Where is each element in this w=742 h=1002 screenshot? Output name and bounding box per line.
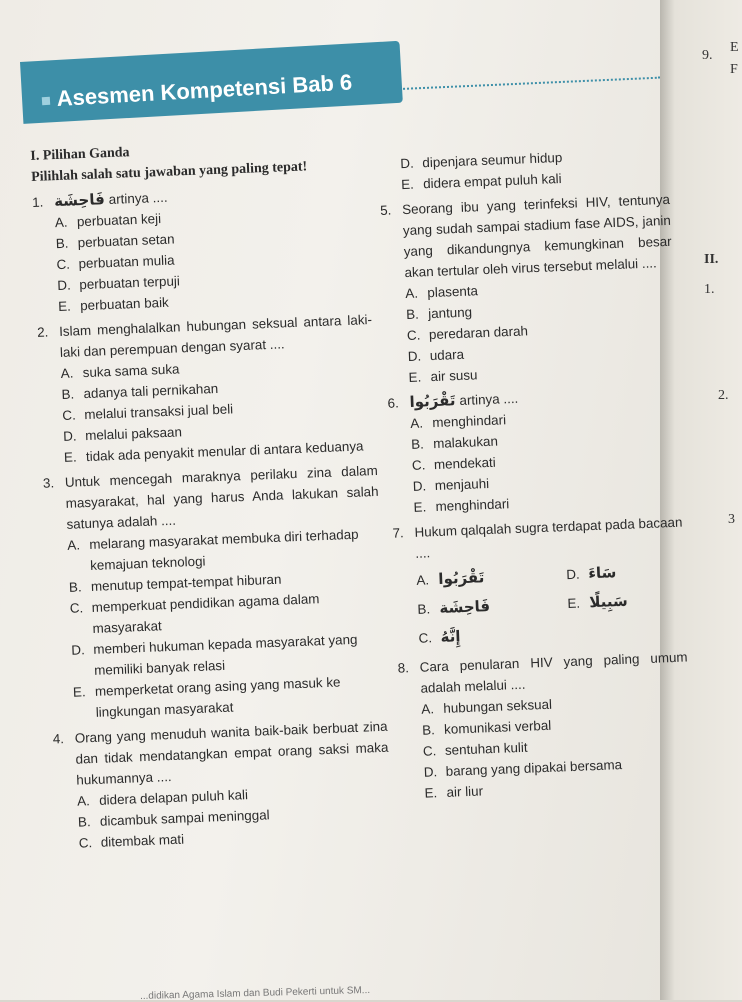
left-column	[30, 133, 392, 854]
option[interactable]: D. barang yang dipakai bersama	[423, 757, 623, 780]
question-text: artinya ....	[108, 189, 168, 208]
option[interactable]: D. melalui paksaan	[62, 424, 183, 444]
option[interactable]: A. suka sama suka	[60, 361, 180, 381]
option[interactable]: C. sentuhan kulit	[422, 739, 528, 759]
option[interactable]: A. plasenta	[405, 283, 479, 302]
option[interactable]: B. perbuatan setan	[55, 231, 175, 252]
question-text: Untuk mencegah maraknya perilaku zina dalam masyarakat, hal yang harus Anda lakukan salah satunya adalah ....	[64, 462, 379, 532]
edge-letter: F	[730, 62, 738, 77]
option[interactable]: C. mendekati	[411, 454, 497, 473]
instruction: Pilihlah salah satu jawaban yang paling tepat!	[30, 159, 308, 185]
option[interactable]: B. komunikasi verbal	[421, 717, 552, 738]
edge-section: II.	[704, 252, 719, 267]
option[interactable]: E. سَبِيلًا	[567, 591, 629, 612]
option[interactable]: B. jantung	[405, 304, 473, 323]
option[interactable]: C. peredaran darah	[406, 323, 529, 344]
question-1	[32, 179, 372, 318]
question-number: 6.	[387, 395, 400, 411]
question-number: 7.	[392, 525, 405, 541]
option[interactable]: E. memperketat orang asing yang masuk ke lingkungan masyarakat	[72, 674, 341, 720]
option[interactable]: D. سَاءَ	[565, 563, 617, 583]
arabic-term: فَاحِشَة	[53, 190, 106, 211]
question-3	[43, 460, 387, 725]
option[interactable]: C. إِنَّهُ	[418, 627, 461, 646]
option[interactable]: E. air liur	[424, 783, 484, 801]
edge-number: 3	[728, 512, 735, 527]
option[interactable]: D. menjauhi	[412, 475, 490, 494]
edge-number: 9.	[702, 48, 713, 63]
option[interactable]: A. didera delapan puluh kali	[76, 787, 249, 809]
question-2	[37, 309, 377, 469]
option[interactable]: C. memperkuat pendidikan agama dalam masyarakat	[69, 591, 320, 636]
question-text: artinya ....	[459, 390, 519, 409]
right-column	[378, 143, 693, 805]
option[interactable]: B. فَاحِشَة	[417, 597, 491, 617]
question-5	[380, 189, 677, 389]
question-number: 8.	[397, 660, 410, 676]
question-8	[397, 646, 692, 804]
bullet-icon	[42, 97, 50, 105]
question-number: 4.	[52, 731, 65, 747]
option[interactable]: B. dicambuk sampai meninggal	[77, 807, 270, 830]
question-text: Hukum qalqalah sugra terdapat pada bacaan ....	[414, 514, 683, 561]
question-7	[392, 512, 687, 650]
question-number: 3.	[42, 475, 55, 491]
option[interactable]: B. malakukan	[410, 433, 499, 452]
option[interactable]: D. dipenjara seumur hidup	[400, 149, 563, 172]
option[interactable]: A. menghindari	[410, 412, 507, 431]
question-6	[387, 382, 682, 519]
option[interactable]: E. air susu	[408, 367, 478, 385]
question-number: 5.	[379, 202, 392, 218]
question-text: Islam menghalalkan hubungan seksual antara laki-laki dan perempuan dengan syarat ....	[58, 312, 373, 360]
section-heading: I. Pilihan Ganda	[30, 145, 130, 164]
question-number: 2.	[36, 324, 49, 340]
option[interactable]: E. didera empat puluh kali	[400, 170, 562, 193]
edge-letter: E	[730, 40, 739, 55]
arabic-term: تَقْرَبُوا	[409, 391, 456, 411]
option[interactable]: A. melarang masyarakat membuka diri terhadap kemajuan teknologi	[67, 526, 359, 573]
option[interactable]: A. perbuatan keji	[54, 211, 162, 231]
question-number: 1.	[31, 194, 44, 210]
option[interactable]: A. تَقْرَبُوا	[416, 568, 485, 588]
option[interactable]: B. menutup tempat-tempat hiburan	[68, 571, 282, 595]
option[interactable]: D. perbuatan terpuji	[57, 273, 181, 294]
option[interactable]: C. melalui transaksi jual beli	[62, 401, 234, 423]
question-text: Orang yang menuduh wanita baik-baik berbuat zina dan tidak mendatangkan empat orang saksi maka hukumannya ....	[74, 718, 389, 788]
option[interactable]: E. menghindari	[413, 496, 510, 515]
question-text: Cara penularan HIV yang paling umum adalah melalui ....	[419, 649, 688, 696]
question-4	[52, 716, 392, 855]
option[interactable]: E. tidak ada penyakit menular di antara keduanya	[63, 438, 364, 465]
option[interactable]: C. ditembak mati	[78, 831, 185, 851]
option[interactable]: D. udara	[407, 346, 465, 364]
option[interactable]: C. perbuatan mulia	[56, 252, 175, 273]
option[interactable]: B. adanya tali pernikahan	[61, 380, 219, 402]
page-title: Asesmen Kompetensi Bab 6	[56, 69, 353, 111]
option[interactable]: A. hubungan seksual	[421, 696, 553, 717]
question-text: Seorang ibu yang terinfeksi HIV, tentunya yang sudah sampai stadium fase AIDS, janin yang dikandungnya kemungkinan besar akan tertular oleh virus tersebut melalui ....	[401, 191, 672, 281]
edge-number: 2.	[718, 388, 729, 403]
option[interactable]: D. memberi hukuman kepada masyarakat yang memiliki banyak relasi	[71, 631, 358, 678]
edge-number: 1.	[704, 282, 715, 297]
page-footer: ...didikan Agama Islam dan Budi Pekerti untuk SM...	[139, 984, 371, 1002]
option[interactable]: E. perbuatan baik	[57, 294, 169, 315]
